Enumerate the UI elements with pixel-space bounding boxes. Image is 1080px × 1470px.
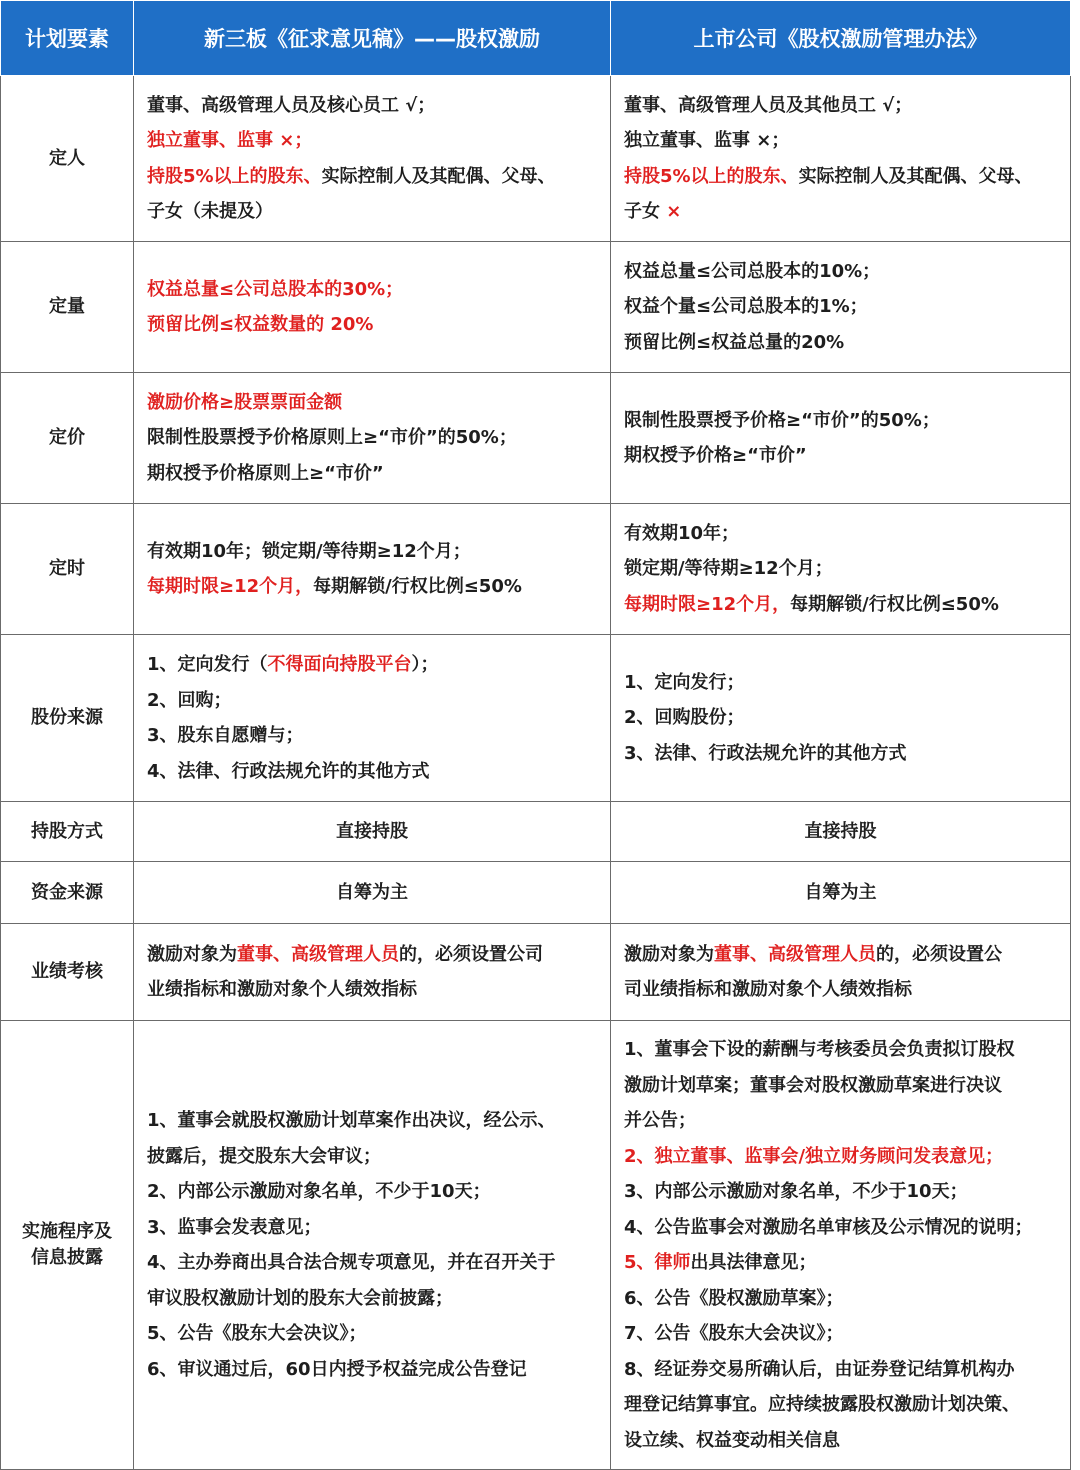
listed-company-cell: [611, 802, 1071, 862]
text-line: [147, 272, 600, 308]
body-text: 激励对象为: [147, 943, 237, 965]
highlight-text: 每期时限≥12个月，: [147, 576, 314, 597]
body-text: 5、公告《股东大会决议》；: [147, 1323, 367, 1344]
table-row: [1, 504, 1071, 635]
row-label: [1, 76, 134, 242]
highlight-text: 持股5%以上的股东、: [624, 165, 799, 187]
body-text: 1、董事会就股权激励计划草案作出决议，经公示、: [147, 1110, 556, 1131]
neeq-cell: [134, 242, 611, 373]
row-label-line: 实施程序及: [22, 1221, 112, 1242]
text-line: [624, 1210, 1060, 1246]
row-label-line: 股份来源: [31, 707, 103, 728]
header-row: [1, 1, 1071, 76]
highlight-text: 2、独立董事、监事会/独立财务顾问发表意见；: [624, 1145, 1004, 1167]
body-text: ）；: [411, 654, 439, 675]
text-line: [147, 159, 600, 195]
body-text: 子女（未提及）: [147, 201, 273, 222]
text-line: [624, 665, 1060, 701]
text-line: [624, 325, 1060, 361]
text-line: [147, 420, 600, 456]
body-text: 1、董事会下设的薪酬与考核委员会负责拟订股权: [624, 1039, 1015, 1060]
body-text: 业绩指标和激励对象个人绩效指标: [147, 979, 417, 1000]
text-line: [624, 159, 1060, 195]
body-text: 8、经证券交易所确认后，由证券登记结算机构办: [624, 1358, 1015, 1380]
row-label-line: 定时: [49, 558, 85, 579]
text-line: [147, 88, 600, 124]
text-line: [147, 194, 600, 230]
text-line: [624, 403, 1060, 439]
text-line: [147, 569, 600, 605]
neeq-cell: [134, 504, 611, 635]
text-line: [624, 972, 1060, 1008]
row-label: [1, 1021, 134, 1470]
highlight-text: 董事、高级管理人员: [237, 943, 399, 965]
body-text: 预留比例≤权益总量的20%: [624, 331, 845, 353]
body-text: 2、回购股份；: [624, 707, 745, 729]
body-text: 直接持股: [336, 820, 408, 842]
text-line: [624, 1245, 1060, 1281]
row-label: [1, 635, 134, 802]
row-label-line: 业绩考核: [31, 961, 103, 982]
body-text: 3、股东自愿赠与；: [147, 725, 304, 746]
table-row: [1, 373, 1071, 504]
body-text: 自筹为主: [804, 881, 877, 903]
body-text: 的，必须设置公司: [399, 943, 543, 965]
body-text: 披露后，提交股东大会审议；: [147, 1145, 381, 1167]
row-label-line: 资金来源: [31, 881, 103, 903]
body-text: 1、定向发行；: [624, 671, 745, 693]
text-line: [624, 194, 1060, 230]
highlight-text: 不得面向持股平台: [267, 654, 412, 675]
text-line: [147, 1174, 600, 1210]
text-line: [147, 1139, 600, 1175]
text-line: [624, 736, 1060, 772]
text-line: [624, 123, 1060, 159]
text-line: [624, 516, 1060, 552]
row-label: [1, 924, 134, 1021]
body-text: 4、法律、行政法规允许的其他方式: [147, 760, 430, 782]
neeq-cell: [134, 802, 611, 862]
table-row: [1, 242, 1071, 373]
row-label-line: 定量: [49, 296, 85, 317]
table-row: [1, 802, 1071, 862]
highlight-text: 5、律师: [624, 1252, 691, 1273]
text-line: [624, 1068, 1060, 1104]
header-neeq-draft: 新三板《征求意见稿》——股权激励: [134, 1, 611, 76]
text-line: [624, 937, 1060, 973]
text-line: [147, 1352, 600, 1388]
body-text: 理登记结算事宜。应持续披露股权激励计划决策、: [624, 1394, 1020, 1415]
table-row: [1, 862, 1071, 924]
text-line: [134, 875, 610, 911]
table-row: [1, 924, 1071, 1021]
table-row: [1, 635, 1071, 802]
body-text: 限制性股票授予价格原则上≥“市价”的50%；: [147, 427, 517, 449]
text-line: [147, 123, 600, 159]
highlight-text: 激励价格≥股票票面金额: [147, 391, 343, 413]
text-line: [147, 534, 600, 570]
row-label-line: 定价: [49, 427, 85, 448]
header-plan-elements: 计划要素: [1, 1, 134, 76]
text-line: [624, 1174, 1060, 1210]
text-line: [624, 1423, 1060, 1459]
body-text: 1、定向发行（: [147, 654, 268, 675]
row-label: [1, 504, 134, 635]
listed-company-cell: [611, 242, 1071, 373]
table-row: [1, 76, 1071, 242]
body-text: 司业绩指标和激励对象个人绩效指标: [624, 979, 912, 1000]
body-text: 每期解锁/行权比例≤50%: [790, 593, 999, 615]
body-text: 期权授予价格≥“市价”: [624, 445, 807, 466]
body-text: 6、审议通过后，60日内授予权益完成公告登记: [147, 1358, 527, 1380]
text-line: [147, 1281, 600, 1317]
header-listed-company-measures: 上市公司《股权激励管理办法》: [611, 1, 1071, 76]
body-text: 的，必须设置公: [876, 943, 1002, 965]
text-line: [147, 307, 600, 343]
neeq-cell: [134, 373, 611, 504]
listed-company-cell: [611, 373, 1071, 504]
body-text: 并公告；: [624, 1110, 696, 1131]
text-line: [147, 683, 600, 719]
body-text: 独立董事、监事 ×；: [624, 130, 790, 151]
body-text: 4、主办券商出具合法合规专项意见，并在召开关于: [147, 1252, 556, 1273]
text-line: [624, 1103, 1060, 1139]
text-line: [624, 587, 1060, 623]
body-text: 3、法律、行政法规允许的其他方式: [624, 742, 907, 764]
body-text: 期权授予价格原则上≥“市价”: [147, 462, 384, 484]
body-text: 7、公告《股东大会决议》；: [624, 1323, 844, 1344]
body-text: 4、公告监事会对激励名单审核及公示情况的说明；: [624, 1216, 1033, 1238]
row-label: [1, 862, 134, 924]
neeq-cell: [134, 862, 611, 924]
listed-company-cell: [611, 1021, 1071, 1470]
text-line: [147, 385, 600, 421]
listed-company-cell: [611, 504, 1071, 635]
body-text: 每期解锁/行权比例≤50%: [313, 576, 522, 597]
body-text: 2、回购；: [147, 689, 232, 711]
text-line: [611, 875, 1070, 911]
text-line: [147, 1245, 600, 1281]
text-line: [624, 1281, 1060, 1317]
text-line: [624, 254, 1060, 290]
row-label-line: 定人: [49, 147, 85, 169]
body-text: 设立续、权益变动相关信息: [624, 1429, 840, 1451]
body-text: 权益总量≤公司总股本的10%；: [624, 260, 881, 282]
text-line: [147, 1103, 600, 1139]
row-label: [1, 373, 134, 504]
listed-company-cell: [611, 635, 1071, 802]
neeq-cell: [134, 76, 611, 242]
body-text: 6、公告《股权激励草案》；: [624, 1287, 844, 1309]
body-text: 2、内部公示激励对象名单，不少于10天；: [147, 1181, 491, 1202]
text-line: [147, 937, 600, 973]
row-label-line: 信息披露: [31, 1247, 103, 1268]
row-label: [1, 802, 134, 862]
body-text: 出具法律意见；: [690, 1252, 817, 1273]
listed-company-cell: [611, 76, 1071, 242]
body-text: 自筹为主: [336, 881, 408, 903]
table-body: [1, 76, 1071, 1470]
body-text: 3、内部公示激励对象名单，不少于10天；: [624, 1181, 968, 1202]
text-line: [624, 289, 1060, 325]
text-line: [624, 1316, 1060, 1352]
body-text: 权益个量≤公司总股本的1%；: [624, 296, 868, 318]
text-line: [624, 88, 1060, 124]
highlight-text: 独立董事、监事 ×；: [147, 130, 313, 151]
text-line: [624, 1139, 1060, 1175]
text-line: [624, 1387, 1060, 1423]
body-text: 审议股权激励计划的股东大会前披露；: [147, 1287, 453, 1309]
body-text: 董事、高级管理人员及其他员工 √；: [624, 94, 913, 116]
neeq-cell: [134, 924, 611, 1021]
highlight-text: 董事、高级管理人员: [714, 943, 876, 965]
text-line: [147, 647, 600, 683]
text-line: [624, 438, 1060, 474]
text-line: [147, 972, 600, 1008]
body-text: 激励对象为: [624, 943, 714, 965]
row-label: [1, 242, 134, 373]
highlight-text: 持股5%以上的股东、: [147, 165, 322, 187]
text-line: [147, 1210, 600, 1246]
body-text: 限制性股票授予价格≥“市价”的50%；: [624, 409, 940, 431]
text-line: [147, 754, 600, 790]
text-line: [624, 700, 1060, 736]
text-line: [624, 551, 1060, 587]
highlight-text: ×: [666, 201, 682, 222]
body-text: 有效期10年；锁定期/等待期≥12个月；: [147, 540, 471, 562]
row-label-line: 持股方式: [31, 820, 103, 842]
listed-company-cell: [611, 924, 1071, 1021]
body-text: 直接持股: [804, 820, 877, 842]
text-line: [624, 1032, 1060, 1068]
body-text: 实际控制人及其配偶、父母、: [798, 165, 1033, 187]
listed-company-cell: [611, 862, 1071, 924]
body-text: 董事、高级管理人员及核心员工 √；: [147, 94, 436, 116]
body-text: 有效期10年；: [624, 522, 740, 544]
text-line: [147, 1316, 600, 1352]
text-line: [611, 814, 1070, 850]
neeq-cell: [134, 635, 611, 802]
body-text: 锁定期/等待期≥12个月；: [624, 558, 833, 580]
neeq-cell: [134, 1021, 611, 1470]
body-text: 子女: [624, 201, 667, 222]
text-line: [624, 1352, 1060, 1388]
text-line: [147, 456, 600, 492]
highlight-text: 每期时限≥12个月，: [624, 593, 791, 615]
body-text: 3、监事会发表意见；: [147, 1216, 322, 1238]
table-row: [1, 1021, 1071, 1470]
text-line: [134, 814, 610, 850]
highlight-text: 权益总量≤公司总股本的30%；: [147, 278, 404, 300]
highlight-text: 预留比例≤权益数量的 20%: [147, 314, 374, 335]
text-line: [147, 718, 600, 754]
body-text: 激励计划草案；董事会对股权激励草案进行决议: [624, 1074, 1002, 1096]
body-text: 实际控制人及其配偶、父母、: [321, 165, 556, 187]
